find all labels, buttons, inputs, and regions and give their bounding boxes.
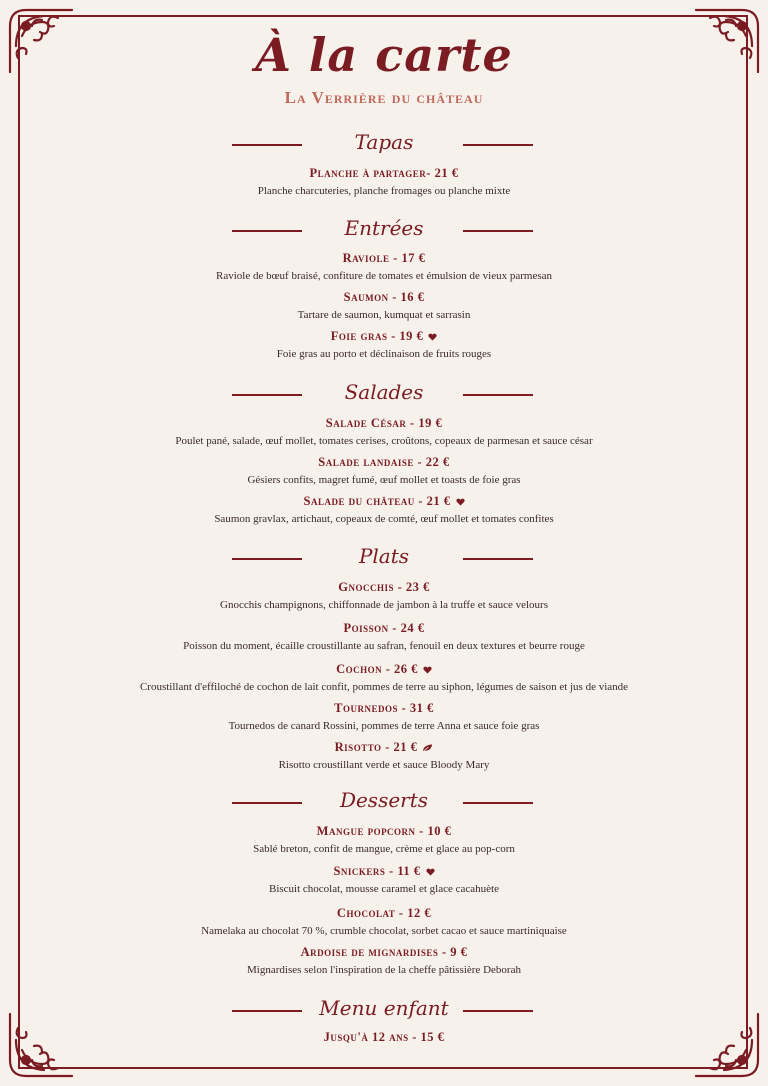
item-description: Foie gras au porto et déclinaison de fruits rouges <box>276 348 492 360</box>
section-title: Desserts <box>339 788 429 812</box>
heart-icon <box>456 498 465 506</box>
item-description: Gnocchis champignons, chiffonnade de jambon à la truffe et sauce velours <box>220 599 548 611</box>
item-name-with-icon <box>0 862 768 880</box>
section-title: Tapas <box>354 130 414 154</box>
menu-item <box>0 414 768 450</box>
item-name: Salade César - 19 € <box>325 416 443 430</box>
heart-icon <box>423 666 432 674</box>
item-description: Tartare de saumon, kumquat et sarrasin <box>297 309 471 321</box>
item-description: Risotto croustillant verde et sauce Bloody Mary <box>278 759 490 771</box>
section-heading-enfant <box>0 996 768 1022</box>
item-name-with-icon <box>0 660 768 678</box>
item-name: Risotto - 21 € <box>334 740 418 754</box>
section-heading-plats <box>0 544 768 570</box>
item-name: Salade du château - 21 € <box>303 494 451 508</box>
menu-item <box>0 904 768 940</box>
item-description: Planche charcuteries, planche fromages ou planche mixte <box>257 185 511 197</box>
item-name: Snickers - 11 € <box>333 864 421 878</box>
item-description: Biscuit chocolat, mousse caramel et glace cacahuète <box>269 883 499 895</box>
item-name: Cochon - 26 € <box>336 662 418 676</box>
item-name: Salade landaise - 22 € <box>318 455 450 469</box>
section-heading-salades <box>0 380 768 406</box>
item-description: Mignardises selon l'inspiration de la cheffe pâtissière Deborah <box>247 964 521 976</box>
section-title: Menu enfant <box>319 996 449 1020</box>
menu-item <box>0 738 768 774</box>
section-title: Entrées <box>344 216 424 240</box>
menu-item <box>0 822 768 858</box>
item-name-with-icon <box>0 327 768 345</box>
item-description: Gésiers confits, magret fumé, œuf mollet et toasts de foie gras <box>247 474 521 486</box>
section-title: Salades <box>344 380 424 404</box>
section-heading-tapas <box>0 130 768 156</box>
menu-item <box>0 249 768 285</box>
item-name: Tournedos - 31 € <box>334 701 434 715</box>
menu-item <box>0 660 768 696</box>
menu-item <box>0 619 768 655</box>
item-name: Raviole - 17 € <box>342 251 426 265</box>
heart-icon <box>426 868 435 876</box>
divider-line <box>463 144 533 146</box>
item-name: Poisson - 24 € <box>343 621 425 635</box>
menu-item <box>0 453 768 489</box>
restaurant-name: La Verrière du château <box>284 88 484 107</box>
item-name-with-icon <box>0 738 768 756</box>
item-description: Tournedos de canard Rossini, pommes de terre Anna et sauce foie gras <box>228 720 540 732</box>
item-description: Poulet pané, salade, œuf mollet, tomates cerises, croûtons, copeaux de parmesan et sauce césar <box>175 435 593 447</box>
section-title: Plats <box>358 544 410 568</box>
menu-item <box>0 862 768 898</box>
item-description: Poisson du moment, écaille croustillante au safran, fenouil en deux textures et beurre rouge <box>183 640 585 652</box>
item-description: Saumon gravlax, artichaut, copeaux de comté, œuf mollet et tomates confites <box>214 513 554 525</box>
menu-item <box>0 699 768 735</box>
item-description: Sablé breton, confit de mangue, crème et glace au pop-corn <box>253 843 515 855</box>
item-name: Foie gras - 19 € <box>330 329 424 343</box>
leaf-icon <box>422 743 433 753</box>
item-name: Chocolat - 12 € <box>336 906 432 920</box>
item-name: Ardoise de mignardises - 9 € <box>300 945 468 959</box>
item-description: Namelaka au chocolat 70 %, crumble chocolat, sorbet cacao et sauce martiniquaise <box>201 925 567 937</box>
divider-line <box>463 1010 533 1012</box>
divider-line <box>463 558 533 560</box>
item-name: Mangue popcorn - 10 € <box>316 824 452 838</box>
item-name: Jusqu'à 12 ans - 15 € <box>323 1030 445 1044</box>
menu-item <box>0 164 768 200</box>
item-name: Planche à partager- 21 € <box>309 166 459 180</box>
menu-item <box>0 492 768 528</box>
section-heading-entrees <box>0 216 768 242</box>
page-title: À la carte <box>255 28 513 82</box>
section-heading-desserts <box>0 788 768 814</box>
heart-icon <box>428 333 437 341</box>
item-description: Croustillant d'effiloché de cochon de lait confit, pommes de terre au siphon, légumes de saison et jus de viande <box>139 681 629 693</box>
menu-item <box>0 943 768 979</box>
menu-item <box>0 578 768 614</box>
item-name-with-icon <box>0 492 768 510</box>
item-name: Saumon - 16 € <box>343 290 425 304</box>
divider-line <box>463 802 533 804</box>
menu-item <box>0 327 768 363</box>
item-name: Gnocchis - 23 € <box>338 580 430 594</box>
menu-item <box>0 1028 768 1046</box>
divider-line <box>463 230 533 232</box>
divider-line <box>463 394 533 396</box>
menu-item <box>0 288 768 324</box>
item-description: Raviole de bœuf braisé, confiture de tomates et émulsion de vieux parmesan <box>215 270 552 282</box>
